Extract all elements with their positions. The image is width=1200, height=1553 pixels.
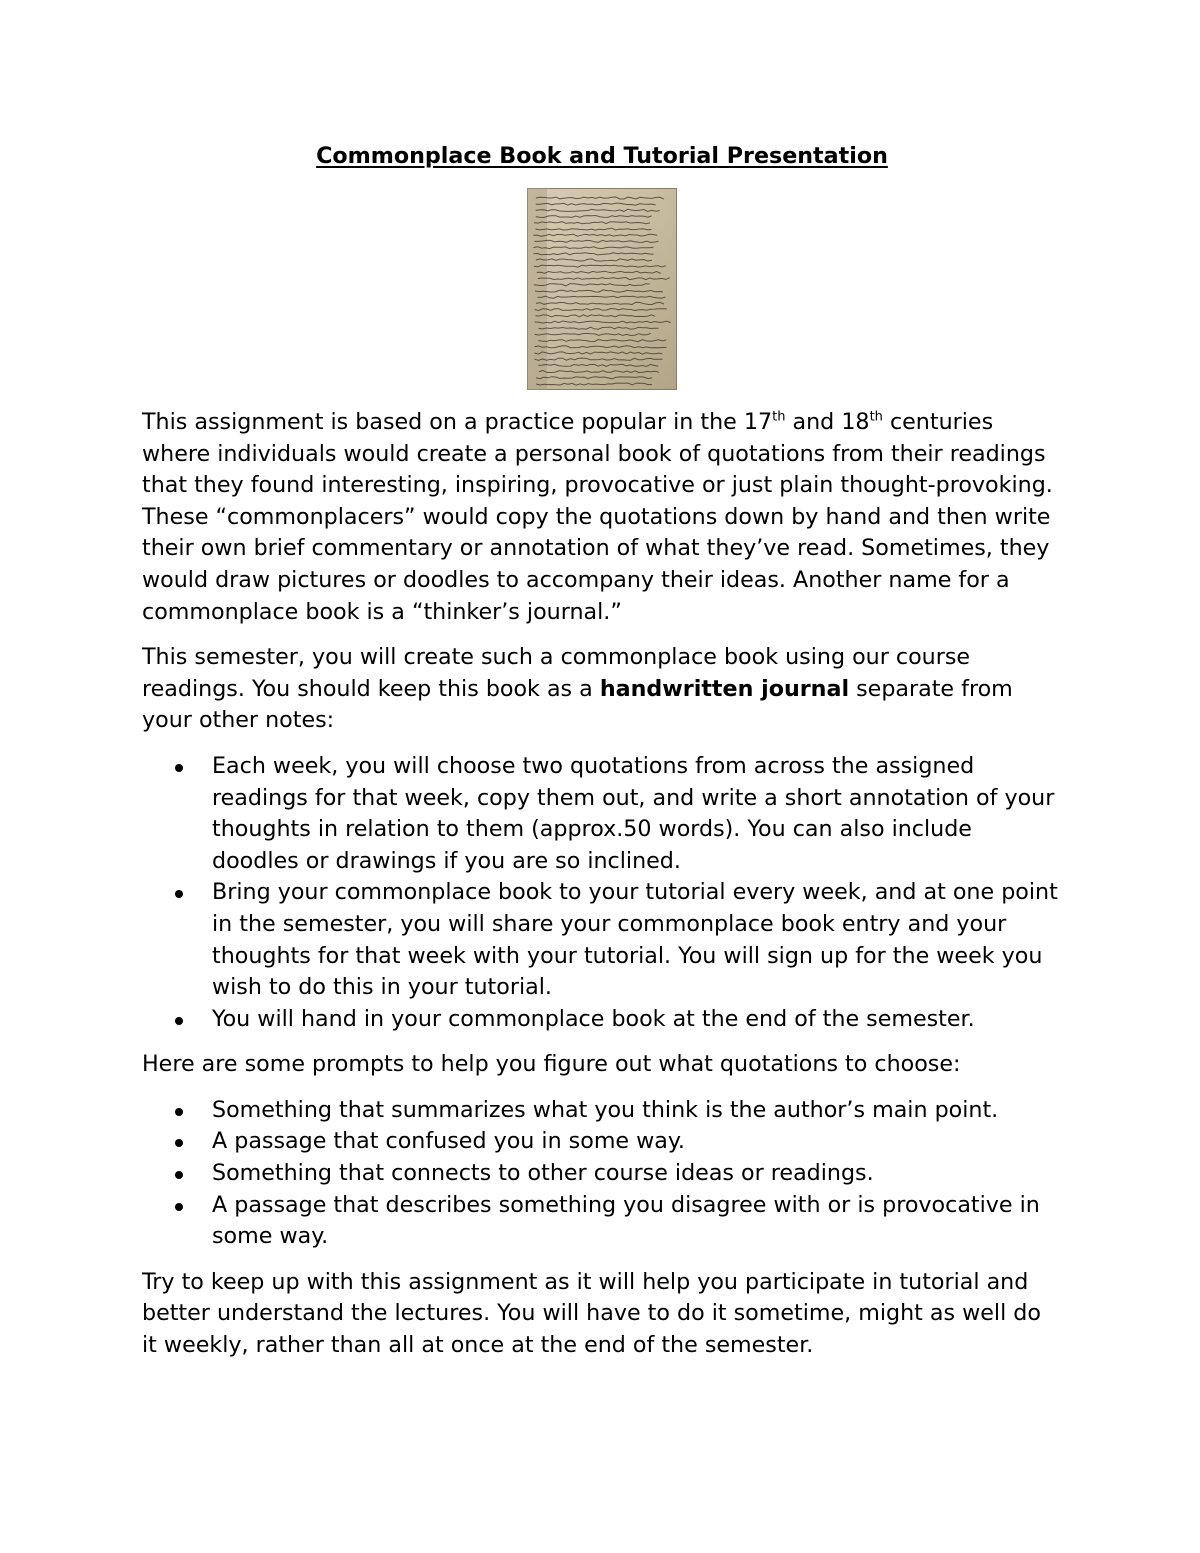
intro-paragraph [142, 407, 1062, 628]
list-item [142, 1004, 1062, 1036]
prompts-list [142, 1095, 1062, 1253]
list-item [142, 1190, 1062, 1253]
assignment-text-1: This semester, you will create such a commonplace book using our course readings. You should keep this book as a [142, 644, 971, 702]
superscript-th-2: th [869, 409, 883, 425]
list-item-text: Bring your commonplace book to your tutorial every week, and at one point in the semester, you will share your commonplace book entry and your thoughts for that week with your tutorial. You will sign up for the week you wish to do this in your tutorial. [212, 879, 1058, 1001]
manuscript-page-image [527, 188, 677, 390]
list-item-text: A passage that confused you in some way. [212, 1128, 685, 1155]
list-item-text: A passage that describes something you disagree with or is provocative in some way. [212, 1191, 1040, 1250]
page-title: Commonplace Book and Tutorial Presentation [316, 143, 888, 169]
list-item-text: Something that summarizes what you think is the author’s main point. [212, 1096, 999, 1123]
list-item [142, 877, 1062, 1003]
intro-text-2: and 18 [785, 409, 870, 435]
assignment-text-2: separate from your other notes: [142, 675, 1013, 734]
assignment-paragraph [142, 642, 1062, 737]
list-item-text: Each week, you will choose two quotations from across the assigned readings for that week, copy them out, and write a short annotation of your thoughts in relation to them (approx.50 words). You can also include doodles or drawings if you are so inclined. [212, 752, 1055, 874]
superscript-th-1: th [772, 409, 786, 425]
closing-paragraph: Try to keep up with this assignment as it will help you participate in tutorial and better understand the lectures. You will have to do it sometime, might as well do it weekly, rather than all at once at the end of the semester. [142, 1268, 1041, 1359]
list-item [142, 751, 1062, 877]
prompts-intro-paragraph: Here are some prompts to help you figure out what quotations to choose: [142, 1051, 961, 1078]
intro-text-3: centuries where individuals would create a personal book of quotations from their readings that they found interesting, inspiring, provocative or just plain thought-provoking. These “commonplacers” would copy the quotations down by hand and then write their own brief commentary or annotation of what they’ve read. Sometimes, they would draw pictures or doodles to accompany their ideas. Another name for a commonplace book is a “thinker’s journal.” [142, 409, 1053, 625]
list-item [142, 1126, 1062, 1158]
intro-text-1: This assignment is based on a practice popular in the 17 [142, 409, 773, 435]
handwritten-journal-emphasis: handwritten journal [599, 675, 850, 702]
list-item-text: Something that connects to other course ideas or readings. [212, 1160, 874, 1187]
instructions-list [142, 751, 1062, 1035]
document-page [142, 140, 1062, 1362]
list-item-text: You will hand in your commonplace book at the end of the semester. [212, 1005, 975, 1032]
list-item [142, 1158, 1062, 1190]
manuscript-svg [527, 188, 677, 390]
list-item [142, 1095, 1062, 1127]
